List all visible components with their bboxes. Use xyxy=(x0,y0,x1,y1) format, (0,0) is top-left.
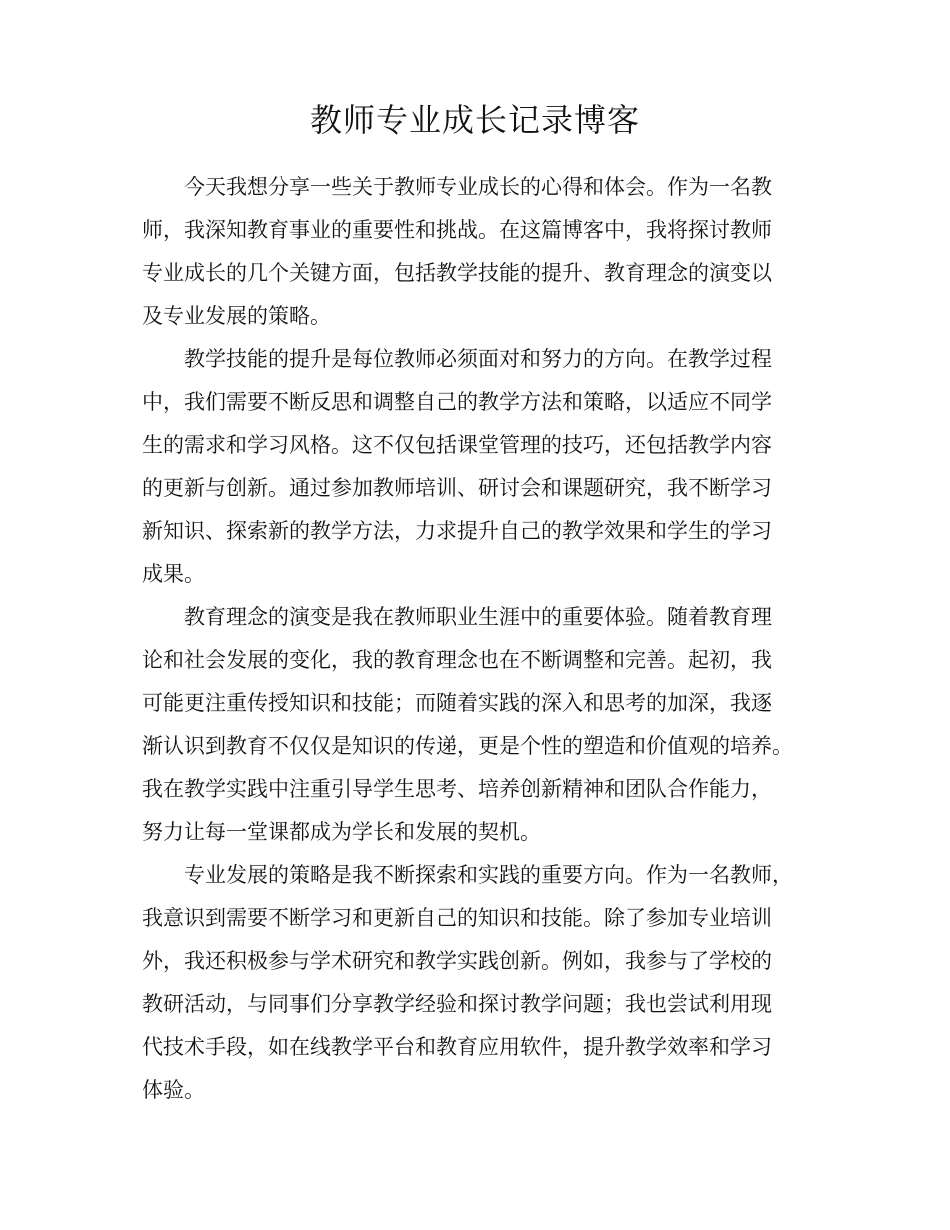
paragraph-line: 教研活动，与同事们分享教学经验和探讨教学问题；我也尝试利用现 xyxy=(142,992,772,1016)
paragraph-line: 渐认识到教育不仅仅是知识的传递，更是个性的塑造和价值观的培养。 xyxy=(142,734,793,758)
paragraph-line: 今天我想分享一些关于教师专业成长的心得和体会。作为一名教 xyxy=(184,175,772,199)
paragraph-line: 论和社会发展的变化，我的教育理念也在不断调整和完善。起初，我 xyxy=(142,648,772,672)
paragraph-line: 生的需求和学习风格。这不仅包括课堂管理的技巧，还包括教学内容 xyxy=(142,433,772,457)
paragraph-line: 我意识到需要不断学习和更新自己的知识和技能。除了参加专业培训 xyxy=(142,906,772,930)
paragraph-line: 师，我深知教育事业的重要性和挑战。在这篇博客中，我将探讨教师 xyxy=(142,218,772,242)
paragraph-line: 中，我们需要不断反思和调整自己的教学方法和策略，以适应不同学 xyxy=(142,390,772,414)
paragraph-line: 的更新与创新。通过参加教师培训、研讨会和课题研究，我不断学习 xyxy=(142,476,772,500)
paragraph-line: 我在教学实践中注重引导学生思考、培养创新精神和团队合作能力， xyxy=(142,777,772,801)
paragraph-line: 专业成长的几个关键方面，包括教学技能的提升、教育理念的演变以 xyxy=(142,261,772,285)
paragraph-line: 及专业发展的策略。 xyxy=(142,304,331,328)
paragraph-line: 教学技能的提升是每位教师必须面对和努力的方向。在教学过程 xyxy=(184,347,772,371)
paragraph-line: 代技术手段，如在线教学平台和教育应用软件，提升教学效率和学习 xyxy=(142,1035,772,1059)
paragraph-line: 可能更注重传授知识和技能；而随着实践的深入和思考的加深，我逐 xyxy=(142,691,772,715)
paragraph-line: 专业发展的策略是我不断探索和实践的重要方向。作为一名教师， xyxy=(184,863,793,887)
paragraph-line: 新知识、探索新的教学方法，力求提升自己的教学效果和学生的学习 xyxy=(142,519,772,543)
paragraph-line: 成果。 xyxy=(142,562,205,586)
paragraph-line: 教育理念的演变是我在教师职业生涯中的重要体验。随着教育理 xyxy=(184,605,772,629)
paragraph-line: 努力让每一堂课都成为学长和发展的契机。 xyxy=(142,820,541,844)
paragraph-line: 体验。 xyxy=(142,1078,205,1102)
page-title: 教师专业成长记录博客 xyxy=(309,101,640,139)
paragraph-line: 外，我还积极参与学术研究和教学实践创新。例如，我参与了学校的 xyxy=(142,949,772,973)
